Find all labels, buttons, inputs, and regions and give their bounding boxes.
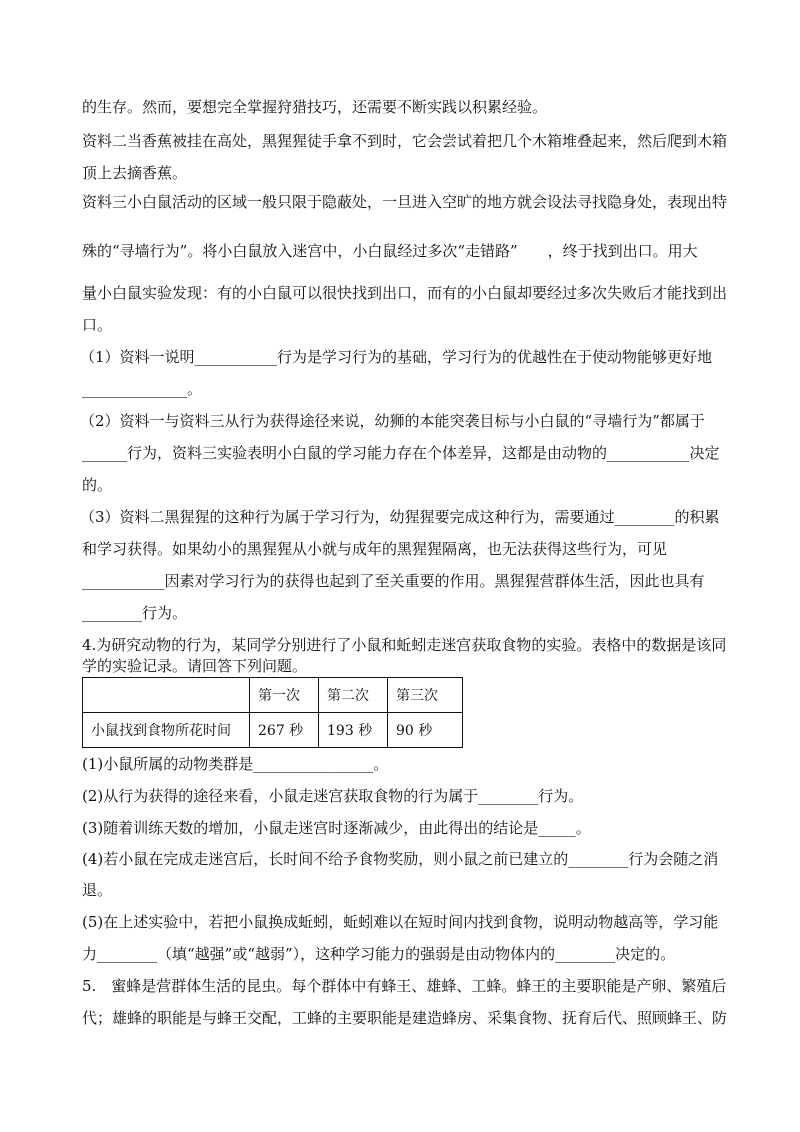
text-line: 的生存。然而，要想完全掌握狩猎技巧，还需要不断实践以积累经验。 (82, 98, 548, 116)
question-3-line: ___________因素对学习行为的获得也起到了至关重要的作用。黑猩猩营群体生活，因此也具有 (82, 572, 705, 590)
problem-4-stem: 学的实验记录。请回答下列问题。 (82, 657, 308, 675)
question-3-line: 和学习获得。如果幼小的黑猩猩从小就与成年的黑猩猩隔离，也无法获得这些行为，可见 (82, 540, 668, 558)
text-line: 量小白鼠实验发现：有的小白鼠可以很快找到出口，而有的小白鼠却要经过多次失败后才能找到出 (82, 284, 728, 302)
problem-4-stem: 4.为研究动物的行为，某同学分别进行了小鼠和蚯蚓走迷宫获取食物的实验。表格中的数据是该同 (82, 636, 727, 654)
question-2-line: 的。 (82, 476, 113, 494)
sub-question-5: 力________（填“越强”或“越弱”），这种学习能力的强弱是由动物体内的________决定的。 (82, 945, 676, 963)
question-3-line: （3）资料二黑猩猩的这种行为属于学习行为，幼猩猩要完成这种行为，需要通过________的积累 (80, 508, 720, 526)
sub-question-4: (4)若小鼠在完成走迷宫后，长时间不给予食物奖励，则小鼠之前已建立的________行为会随之消 (82, 850, 719, 868)
question-2-line: ______行为，资料三实验表明小白鼠的学习能力存在个体差异，这都是由动物的___________决定 (82, 444, 720, 462)
question-1-blank: ______________。 (82, 380, 203, 398)
text-line: 顶上去摘香蕉。 (82, 164, 188, 182)
text-line: 资料二当香蕉被挂在高处，黑猩猩徒手拿不到时，它会尝试着把几个木箱堆叠起来，然后爬到木箱 (82, 132, 728, 150)
table-cell (83, 678, 250, 713)
text-line: 资料三小白鼠活动的区域一般只限于隐蔽处，一旦进入空旷的地方就会设法寻找隐身处，表现出特 (82, 193, 728, 211)
sub-question-1: (1)小鼠所属的动物类群是________________。 (82, 755, 389, 773)
sub-question-3: (3)随着训练天数的增加，小鼠走迷宫时逐渐减少，由此得出的结论是_____。 (82, 819, 591, 837)
sub-question-5: (5)在上述实验中，若把小鼠换成蚯蚓，蚯蚓难以在短时间内找到食物，说明动物越高等，学习能 (82, 913, 719, 931)
table-cell: 第一次 (250, 678, 319, 713)
sub-question-2: (2)从行为获得的途径来看，小鼠走迷宫获取食物的行为属于________行为。 (82, 787, 584, 805)
experiment-table (82, 677, 463, 748)
question-1-line: （1）资料一说明___________行为是学习行为的基础，学习行为的优越性在于使动物能够更好地 (80, 348, 713, 366)
problem-5-stem: 代；雄蜂的职能是与蜂王交配，工蜂的主要职能是建造蜂房、采集食物、抚育后代、照顾蜂王、防 (82, 1009, 728, 1027)
problem-5-stem: 5. 蜜蜂是营群体生活的昆虫。每个群体中有蜂王、雄蜂、工蜂。蜂王的主要职能是产卵、繁殖后 (82, 977, 727, 995)
question-2-line: （2）资料一与资料三从行为获得途径来说，幼狮的本能突袭目标与小白鼠的“寻墙行为”都属于 (80, 412, 705, 430)
table-cell: 第三次 (388, 678, 463, 713)
table-cell: 90 秒 (388, 713, 463, 748)
text-line: 口。 (82, 316, 113, 334)
table-row (83, 713, 463, 748)
table-header-row (83, 678, 463, 713)
table-cell: 267 秒 (250, 713, 319, 748)
table-cell: 193 秒 (319, 713, 388, 748)
sub-question-4: 退。 (82, 881, 113, 899)
table-cell: 第二次 (319, 678, 388, 713)
question-3-line: ________行为。 (82, 604, 188, 622)
table-cell: 小鼠找到食物所花时间 (83, 713, 250, 748)
text-line: 殊的“寻墙行为”。将小白鼠放入迷宫中，小白鼠经过多次“走错路” ，终于找到出口。用大 (82, 242, 698, 260)
